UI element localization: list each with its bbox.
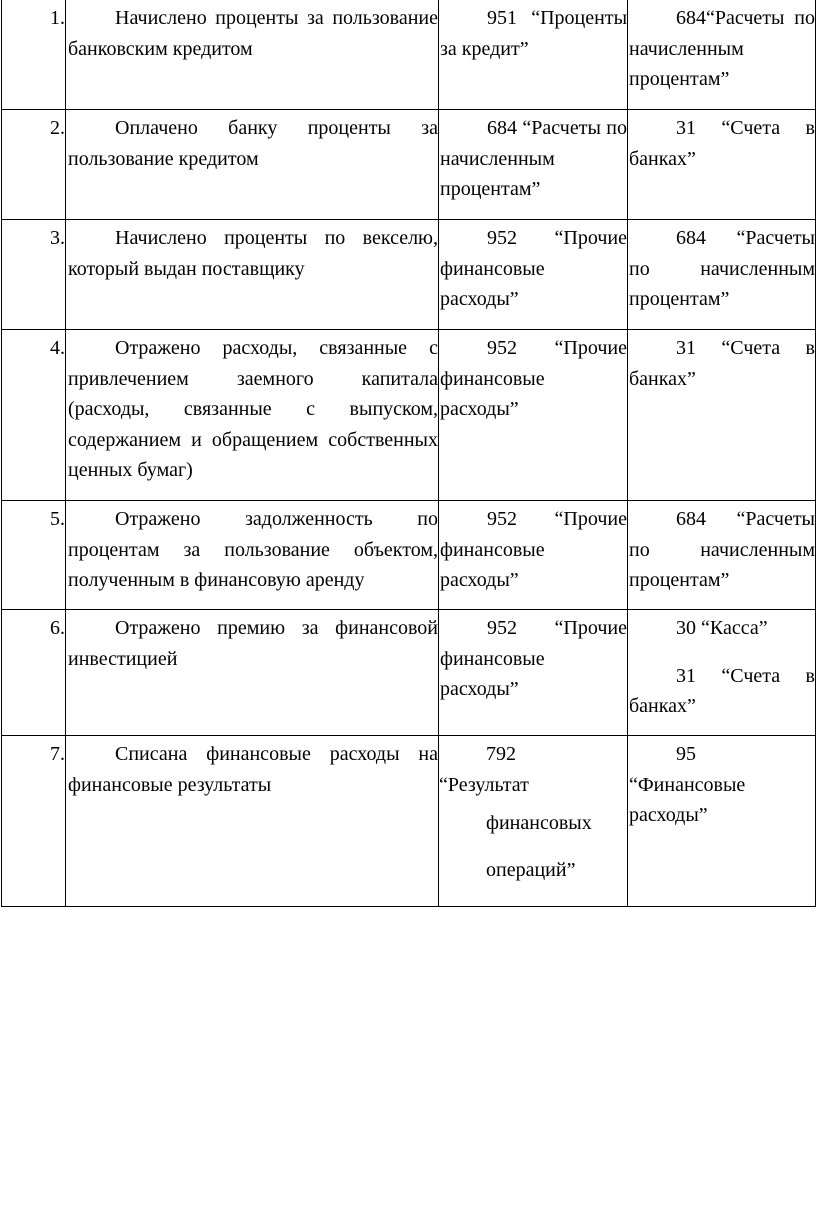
table-row xyxy=(2,330,816,501)
journal-entries-table xyxy=(1,0,816,907)
row-number: 3. xyxy=(2,220,66,330)
operation-description: Начислено проценты по векселю, который выдан поставщику xyxy=(66,220,439,330)
credit-account: 684 “Расчеты по начисленным процентам” xyxy=(628,220,816,330)
credit-account: 684“Расчеты по начисленным процентам” xyxy=(628,0,816,110)
operation-description: Оплачено банку проценты за пользование кредитом xyxy=(66,110,439,220)
credit-account-extra: 31 “Счета в банках” xyxy=(629,664,815,717)
debit-account-name-line: финансовых xyxy=(486,812,592,834)
operation-description: Начислено проценты за пользование банковским кредитом xyxy=(66,0,439,110)
row-number: 5. xyxy=(2,501,66,610)
operation-description: Отражено задолженность по процентам за пользование объектом, полученным в финансовую аренду xyxy=(66,501,439,610)
credit-account: 31 “Счета в банках” xyxy=(628,110,816,220)
row-number: 4. xyxy=(2,330,66,501)
debit-account: 952 “Прочие финансовые расходы” xyxy=(439,610,628,736)
credit-account: 684 “Расчеты по начисленным процентам” xyxy=(628,501,816,610)
debit-account: 684 “Расчеты по начисленным процентам” xyxy=(439,110,628,220)
operation-description: Отражено расходы, связанные с привлечением заемного капитала (расходы, связанные с выпуском, содержанием и обращением собственных ценных бумаг) xyxy=(66,330,439,501)
table-row xyxy=(2,110,816,220)
credit-account: 95 “Финансовые расходы” xyxy=(628,736,816,907)
table-row xyxy=(2,610,816,736)
debit-account: 951 “Проценты за кредит” xyxy=(439,0,628,110)
debit-account: 952 “Прочие финансовые расходы” xyxy=(439,220,628,330)
debit-account-name-line: “Результат xyxy=(439,773,529,796)
operation-description: Списана финансовые расходы на финансовые результаты xyxy=(66,736,439,907)
credit-account: 30 “Касса” 31 “Счета в банках” xyxy=(628,610,816,736)
debit-account: 952 “Прочие финансовые расходы” xyxy=(439,501,628,610)
row-number: 7. xyxy=(2,736,66,907)
row-number: 1. xyxy=(2,0,66,110)
debit-account-name-line: операций” xyxy=(486,859,576,881)
table-row xyxy=(2,220,816,330)
credit-account: 31 “Счета в банках” xyxy=(628,330,816,501)
table-row xyxy=(2,501,816,610)
row-number: 2. xyxy=(2,110,66,220)
debit-account xyxy=(439,736,628,907)
debit-account: 952 “Прочие финансовые расходы” xyxy=(439,330,628,501)
row-number: 6. xyxy=(2,610,66,736)
debit-account-code: 792 xyxy=(486,743,516,765)
operation-description: Отражено премию за финансовой инвестицией xyxy=(66,610,439,736)
table-row xyxy=(2,736,816,907)
table-row xyxy=(2,0,816,110)
